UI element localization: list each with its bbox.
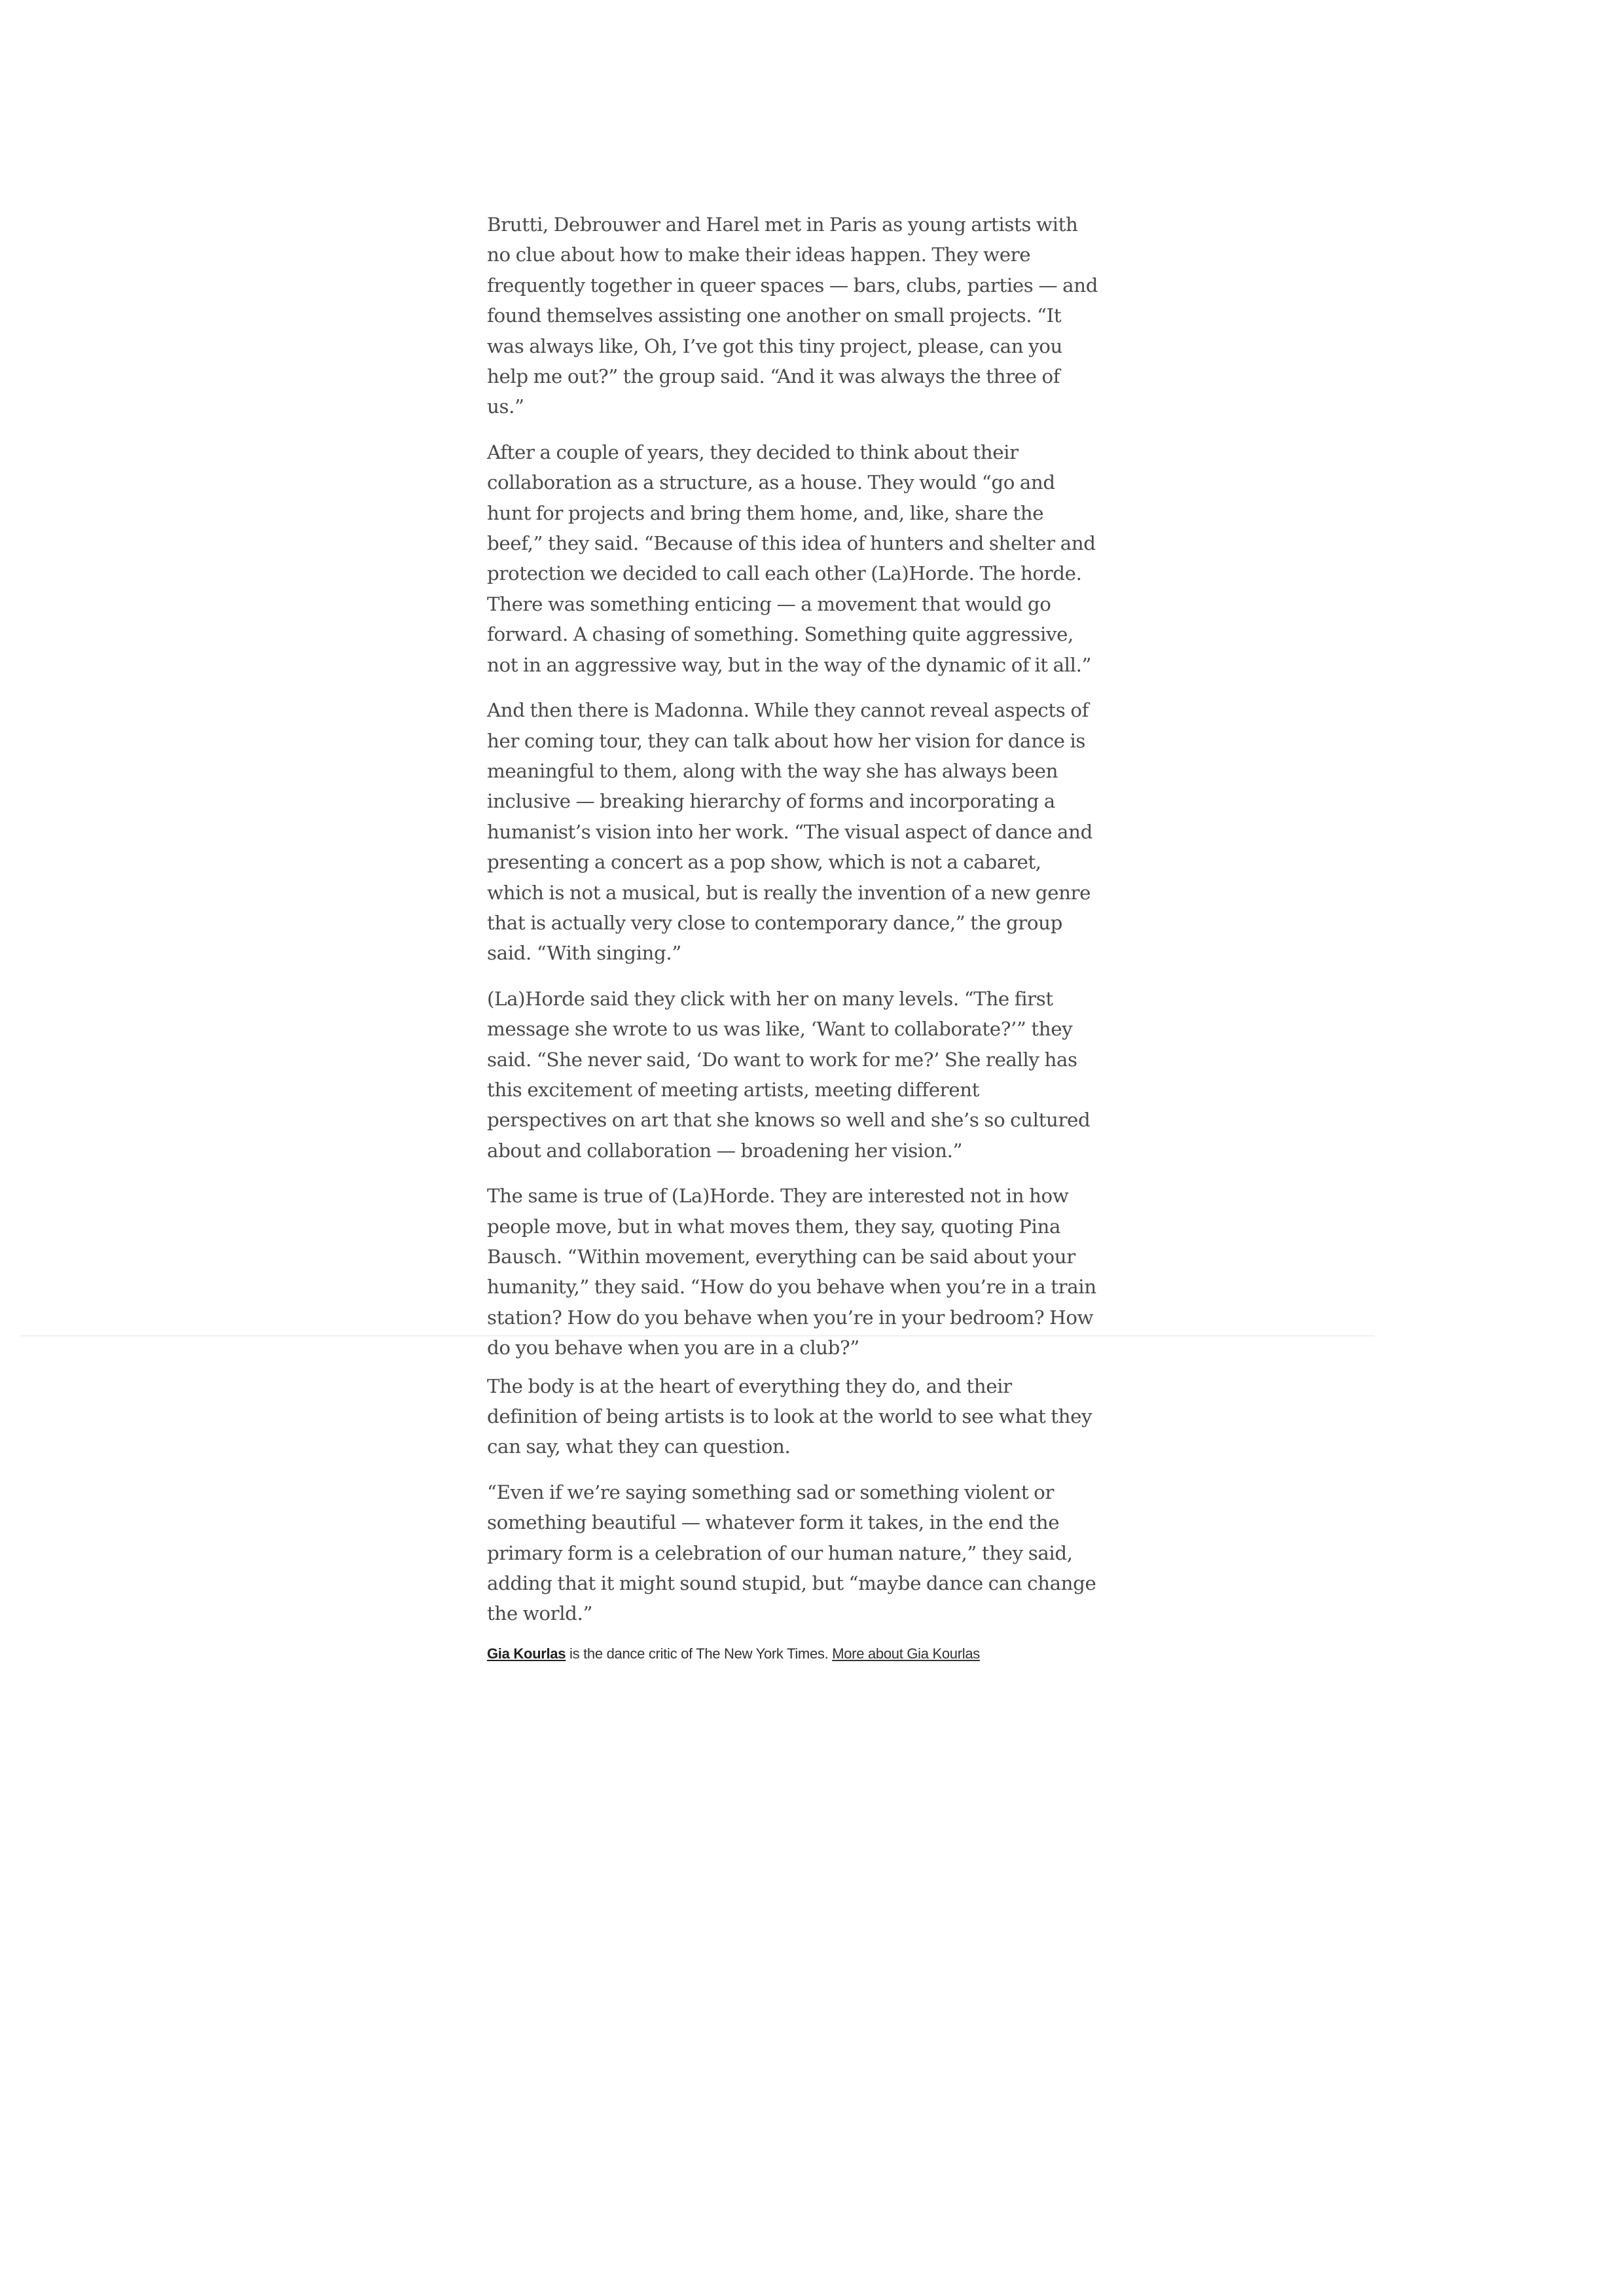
author-description: is the dance critic of The New York Times.: [566, 1645, 833, 1662]
article-paragraph-5: The same is true of (La)Horde. They are interested not in how people move, but in what moves them, they say, quoting Pina Bausch. “Within movement, everything can be said about your humanity,” they said. “How do you behave when you’re in a train station? How do you behave when you’re in your bedroom? How do you behave when you are in a club?”: [487, 1185, 1096, 1359]
article-paragraph-2: After a couple of years, they decided to think about their collaboration as a structure, as a house. They would “go and hunt for projects and bring them home, and, like, share the beef,” they said. “Because of this idea of hunters and shelter and protection we decided to call each other (La)Horde. The horde. There was something enticing — a movement that would go forward. A chasing of something. Something quite aggressive, not in an aggressive way, but in the way of the dynamic of it all.”: [487, 440, 1096, 676]
article-paragraph-7: “Even if we’re saying something sad or something violent or something beautiful — whatever form it takes, in the end the primary form is a celebration of our human nature,” they said, adding that it might sound stupid, but “maybe dance can change the world.”: [487, 1480, 1096, 1625]
author-name-link[interactable]: Gia Kourlas: [487, 1645, 566, 1662]
more-about-author-link[interactable]: More about Gia Kourlas: [832, 1645, 980, 1662]
article-paragraph-3: And then there is Madonna. While they cannot reveal aspects of her coming tour, they can talk about how her vision for dance is meaningful to them, along with the way she has always been inclusive — breaking hierarchy of forms and incorporating a humanist’s vision into her work. “The visual aspect of dance and presenting a concert as a pop show, which is not a cabaret, which is not a musical, but is really the invention of a new genre that is actually very close to contemporary dance,” the group said. “With singing.”: [487, 699, 1092, 965]
article-paragraph-1: Brutti, Debrouwer and Harel met in Paris as young artists with no clue about how to make their ideas happen. They were frequently together in queer spaces — bars, clubs, parties — and found themselves assisting one another on small projects. “It was always like, Oh, I’ve got this tiny project, please, can you help me out?” the group said. “And it was always the three of us.”: [487, 213, 1098, 418]
article-paragraph-6: The body is at the heart of everything they do, and their definition of being artists is to look at the world to see what they can say, what they can question.: [487, 1374, 1092, 1458]
article-body: [487, 209, 1099, 1664]
article-paragraph-4: (La)Horde said they click with her on many levels. “The first message she wrote to us was like, ‘Want to collaborate?’” they said. “She never said, ‘Do want to work for me?’ She really has this excitement of meeting artists, meeting different perspectives on art that she knows so well and she’s so cultured about and collaboration — broadening her vision.”: [487, 987, 1091, 1162]
author-byline: [487, 1644, 1099, 1664]
